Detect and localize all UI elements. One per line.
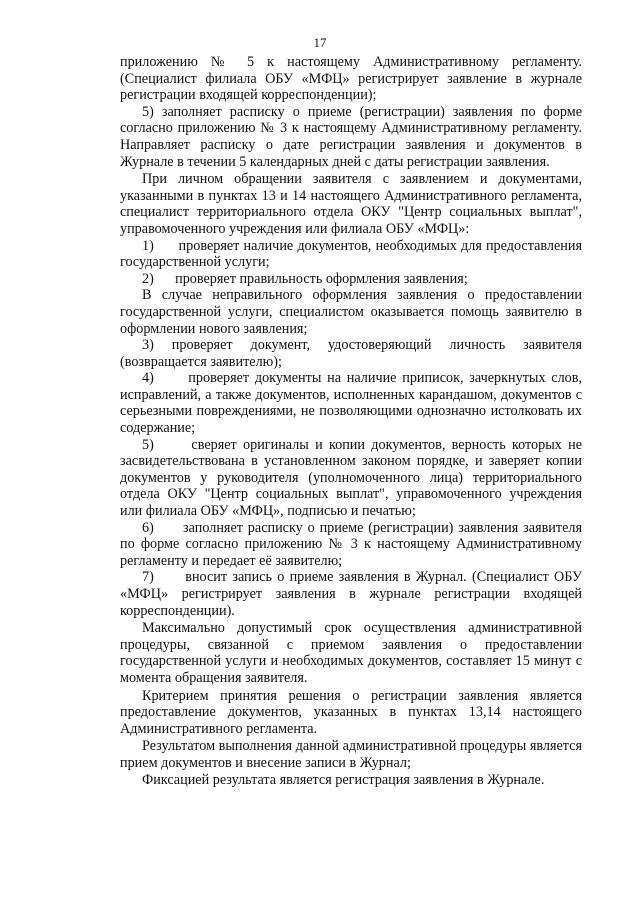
list-item: 5) сверяет оригиналы и копии документов, верность которых не засвидетельствована в установленном законом порядке, и заверяет копии документов у руководителя (уполномоченного лица) территориального отдела ОКУ "Центр социальных выплат", управомоченного учреждения или филиала ОБУ «МФЦ», подписью и печатью; <box>120 436 586 520</box>
paragraph: приложению № 5 к настоящему Административному регламенту. (Специалист филиала ОБУ «МФЦ» регистрирует заявление в журнале регистрации входящей корреспонденции); <box>120 54 586 104</box>
list-item: 3) проверяет документ, удостоверяющий личность заявителя (возвращается заявителю); <box>120 337 586 370</box>
list-item: 4) проверяет документы на наличие приписок, зачеркнутых слов, исправлений, а также документов, исполненных карандашом, документов с серьезными повреждениями, не позволяющими однозначно истолковать их содержание; <box>120 370 586 437</box>
list-item: 7) вносит запись о приеме заявления в Журнал. (Специалист ОБУ «МФЦ» регистрирует заявления в журнале регистрации входящей корреспонденции). <box>120 569 586 619</box>
paragraph: При личном обращении заявителя с заявлением и документами, указанными в пунктах 13 и 14 настоящего Административного регламента, специалист территориального отдела ОКУ "Центр социальных выплат", управомоченного учреждения или филиала ОБУ «МФЦ»: <box>120 171 586 237</box>
list-item: 6) заполняет расписку о приеме (регистрации) заявления заявителя по форме согласно приложению № 3 к настоящему Административному регламенту и передает её заявителю; <box>120 519 586 569</box>
paragraph: Фиксацией результата является регистрация заявления в Журнале. <box>142 771 545 788</box>
paragraph: 5) заполняет расписку о приеме (регистрации) заявления по форме согласно приложению № 3 к настоящему Административному регламенту. Направляет расписку о дате регистрации заявления и документов в Журнале в течении 5 календарных дней с даты регистрации заявления. <box>120 103 586 170</box>
paragraph: Максимально допустимый срок осуществления административной процедуры, связанной с приемом заявления о предоставлении государственной услуги и необходимых документов, составляет 15 минут с момента обращения заявителя. <box>120 620 586 686</box>
page-number: 17 <box>313 35 327 50</box>
paragraph: Критерием принятия решения о регистрации заявления является предоставление документов, указанных в пунктах 13,14 настоящего Административного регламента. <box>120 687 586 737</box>
paragraph: Результатом выполнения данной административной процедуры является прием документов и внесение записи в Журнал; <box>120 738 586 771</box>
list-item: 1) проверяет наличие документов, необходимых для предоставления государственной услуги; <box>120 237 586 271</box>
document-body <box>120 54 586 788</box>
paragraph: В случае неправильного оформления заявления о предоставлении государственной услуги, специалистом оказывается помощь заявителю в оформлении нового заявления; <box>120 287 586 337</box>
list-item: 2) проверяет правильность оформления заявления; <box>142 270 468 287</box>
